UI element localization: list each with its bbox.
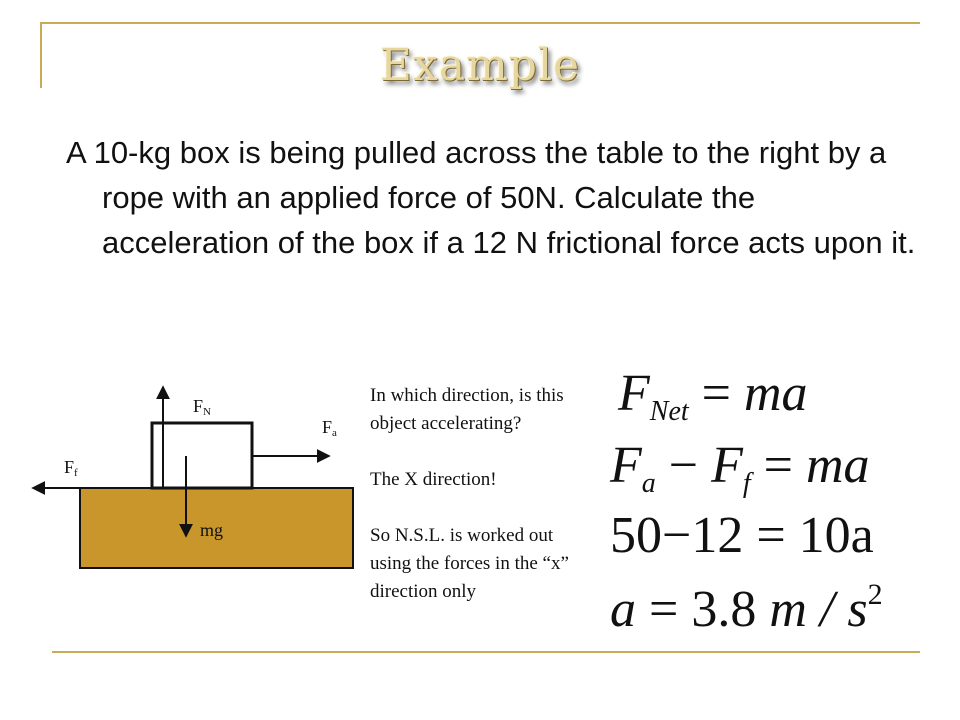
equation-force-balance: $F_a - F_f$ = ma (610, 437, 870, 499)
explanation-notes (370, 382, 590, 606)
note-question: In which direction, is this object accelerating? (370, 385, 564, 434)
box (152, 423, 252, 488)
normal-force-label: $F_N$ (193, 396, 211, 418)
friction-force-label: $F_f$ (64, 457, 78, 479)
note-explanation: So N.S.L. is worked out using the forces in the “x” direction only (370, 525, 569, 602)
applied-force-label: $F_a$ (322, 417, 337, 439)
slide-title: Example (379, 40, 581, 91)
problem-statement: A 10-kg box is being pulled across the table to the right by a rope with an applied force of 50N. Calculate the acceleration of the box if a 12 N frictional force acts upon it. (66, 135, 916, 260)
equation-result: a = 3.8 m / $s^2$ (610, 578, 883, 638)
equation-net-force: $F_{Net}$ = ma (618, 365, 808, 427)
equation-substitution: 50−12 = 10a (610, 507, 874, 564)
note-answer: The X direction! (370, 469, 497, 490)
weight-label: mg (200, 520, 224, 540)
